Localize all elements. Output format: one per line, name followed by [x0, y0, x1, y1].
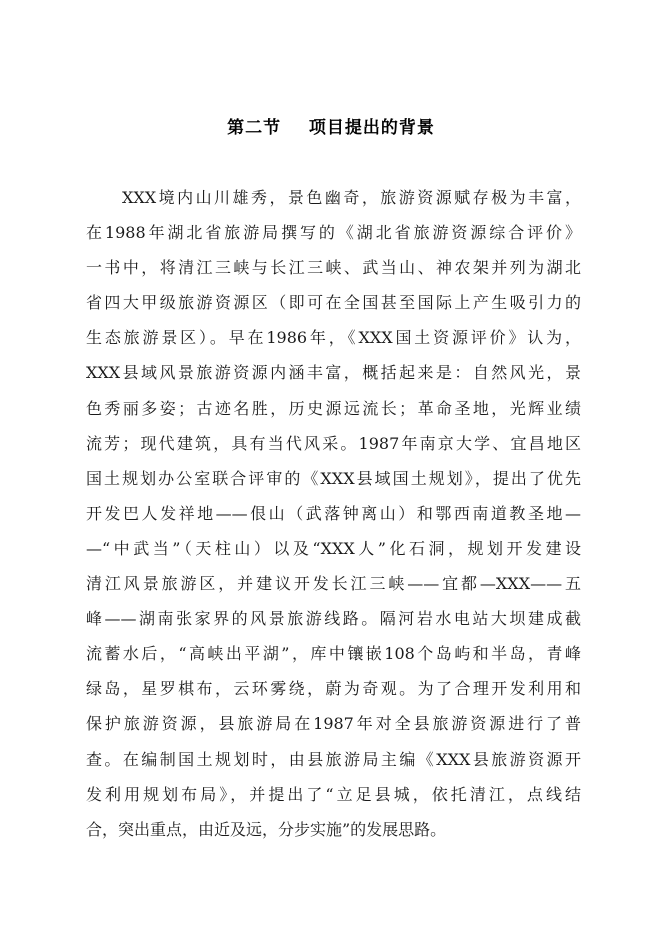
text-line: 清江风景旅游区，并建议开发长江三峡——宜都—XXX——五	[86, 574, 581, 594]
text-line: 峰——湖南张家界的风景旅游线路。隔河岩水电站大坝建成截	[86, 609, 581, 629]
text-line: XXX境内山川雄秀，景色幽奇，旅游资源赋存极为丰富，	[122, 188, 581, 207]
text-line: 流芳；现代建筑，具有当代风采。1987年南京大学、宜昌地区	[86, 433, 581, 453]
text-line: 合，突出重点，由近及远，分步实施”的发展思路。	[86, 819, 447, 839]
text-line: 保护旅游资源，县旅游局在1987年对全县旅游资源进行了普	[86, 714, 581, 734]
text-line: 在1988年湖北省旅游局撰写的《湖北省旅游资源综合评价》	[86, 223, 581, 243]
text-line: 一书中，将清江三峡与长江三峡、武当山、神农架并列为湖北	[86, 258, 581, 278]
text-line: 绿岛，星罗棋布，云环雾绕，蔚为奇观。为了合理开发利用和	[86, 679, 581, 699]
text-line: 发利用规划布局》，并提出了“立足县城，依托清江，点线结	[86, 784, 581, 804]
text-line: 生态旅游景区）。早在1986年，《XXX国土资源评价》认为，	[86, 328, 581, 348]
text-line: 色秀丽多姿；古迹名胜，历史源远流长；革命圣地，光辉业绩	[86, 398, 581, 418]
text-line: 省四大甲级旅游资源区（即可在全国甚至国际上产生吸引力的	[86, 293, 581, 313]
text-line: 查。在编制国土规划时，由县旅游局主编《XXX县旅游资源开	[86, 749, 581, 769]
text-line: 流蓄水后，“高峡出平湖”，库中镶嵌108个岛屿和半岛，青峰	[86, 644, 581, 664]
body-paragraph	[86, 180, 581, 847]
text-line: 国土规划办公室联合评审的《XXX县域国土规划》，提出了优先	[86, 468, 581, 488]
section-heading: 第二节 项目提出的背景	[227, 118, 435, 138]
text-line: 开发巴人发祥地——佷山（武落钟离山）和鄂西南道教圣地—	[86, 503, 581, 523]
text-line: —“中武当”（天柱山）以及“XXX人”化石洞，规划开发建设	[86, 538, 581, 558]
text-line: XXX县域风景旅游资源内涵丰富，概括起来是：自然风光，景	[86, 363, 581, 383]
